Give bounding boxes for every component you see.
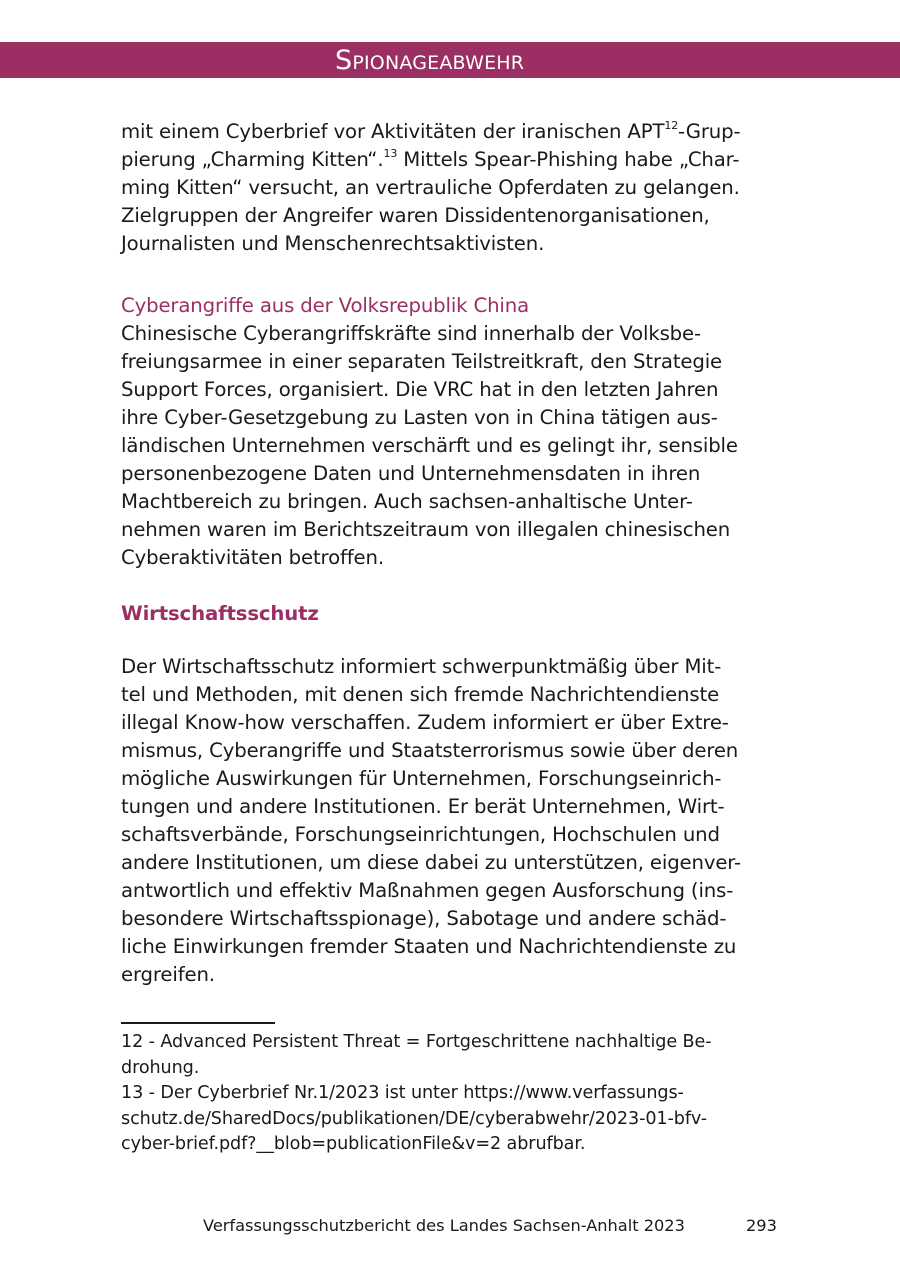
footnote-13 bbox=[121, 1081, 781, 1158]
body-line: Der Wirtschaftsschutz informiert schwerpunktmäßig über Mit- bbox=[121, 655, 722, 678]
footnotes bbox=[121, 1030, 781, 1158]
footnote-reference-12: 12 bbox=[664, 119, 679, 133]
body-line: mismus, Cyberangriffe und Staatsterrorismus sowie über deren bbox=[121, 739, 739, 762]
body-line: Machtbereich zu bringen. Auch sachsen-anhaltische Unter- bbox=[121, 490, 693, 513]
footnote-line: schutz.de/SharedDocs/publikationen/DE/cyberabwehr/2023-01-bfv- bbox=[121, 1108, 708, 1129]
body-line: nehmen waren im Berichtszeitraum von illegalen chinesischen bbox=[121, 518, 731, 541]
body-line: liche Einwirkungen fremder Staaten und Nachrichtendienste zu bbox=[121, 935, 737, 958]
body-line: Chinesische Cyberangriffskräfte sind innerhalb der Volksbe- bbox=[121, 322, 701, 345]
body-line: Support Forces, organisiert. Die VRC hat in den letzten Jahren bbox=[121, 378, 719, 401]
footer-report-title: Verfassungsschutzbericht des Landes Sachsen-Anhalt 2023 bbox=[203, 1216, 685, 1235]
body-line: ihre Cyber-Gesetzgebung zu Lasten von in China tätigen aus- bbox=[121, 406, 718, 429]
body-line: mögliche Auswirkungen für Unternehmen, Forschungseinrich- bbox=[121, 767, 722, 790]
page-section-title: Spionageabwehr bbox=[335, 45, 525, 76]
body-text-fragment: Mittels Spear-Phishing habe „Char- bbox=[397, 148, 740, 171]
body-line: andere Institutionen, um diese dabei zu unterstützen, eigenver- bbox=[121, 851, 741, 874]
china-paragraph bbox=[121, 320, 781, 572]
body-line: freiungsarmee in einer separaten Teilstreitkraft, den Strategie bbox=[121, 350, 722, 373]
body-line: ländischen Unternehmen verschärft und es gelingt ihr, sensible bbox=[121, 434, 738, 457]
body-line bbox=[121, 118, 781, 146]
footnote-12 bbox=[121, 1030, 781, 1081]
body-line: tungen und andere Institutionen. Er berät Unternehmen, Wirt- bbox=[121, 795, 725, 818]
body-line: personenbezogene Daten und Unternehmensdaten in ihren bbox=[121, 462, 701, 485]
wirtschaftsschutz-paragraph bbox=[121, 653, 781, 989]
footnote-divider bbox=[121, 1022, 275, 1024]
intro-paragraph bbox=[121, 118, 781, 258]
body-line: ergreifen. bbox=[121, 963, 215, 986]
footnote-line: drohung. bbox=[121, 1057, 200, 1078]
wirtschaftsschutz-section-heading: Wirtschaftsschutz bbox=[121, 602, 319, 625]
body-line: besondere Wirtschaftsspionage), Sabotage und andere schäd- bbox=[121, 907, 727, 930]
body-line: Zielgruppen der Angreifer waren Dissidentenorganisationen, bbox=[121, 204, 710, 227]
body-line: schaftsverbände, Forschungseinrichtungen, Hochschulen und bbox=[121, 823, 720, 846]
body-line bbox=[121, 146, 781, 174]
footnote-line: cyber-brief.pdf?__blob=publicationFile&v=2 abrufbar. bbox=[121, 1134, 586, 1155]
body-text-fragment: -Grup- bbox=[678, 120, 741, 143]
footnote-reference-13: 13 bbox=[383, 147, 398, 161]
footnote-line: 12 - Advanced Persistent Threat = Fortgeschrittene nachhaltige Be- bbox=[121, 1032, 712, 1052]
body-line: Cyberaktivitäten betroffen. bbox=[121, 546, 384, 569]
body-text-fragment: mit einem Cyberbrief vor Aktivitäten der iranischen APT bbox=[121, 120, 665, 143]
body-line: tel und Methoden, mit denen sich fremde Nachrichtendienste bbox=[121, 683, 720, 706]
body-line: illegal Know-how verschaffen. Zudem informiert er über Extre- bbox=[121, 711, 729, 734]
footnote-line: 13 - Der Cyberbrief Nr.1/2023 ist unter https://www.verfassungs- bbox=[121, 1083, 684, 1104]
body-line: Journalisten und Menschenrechtsaktivisten. bbox=[121, 232, 545, 255]
main-content bbox=[121, 118, 781, 989]
body-line: ming Kitten“ versucht, an vertrauliche Opferdaten zu gelangen. bbox=[121, 176, 740, 199]
page-number: 293 bbox=[746, 1216, 777, 1235]
china-section-heading: Cyberangriffe aus der Volksrepublik China bbox=[121, 294, 529, 317]
body-text-fragment: pierung „Charming Kitten“. bbox=[121, 148, 384, 171]
body-line: antwortlich und effektiv Maßnahmen gegen Ausforschung (ins- bbox=[121, 879, 734, 902]
